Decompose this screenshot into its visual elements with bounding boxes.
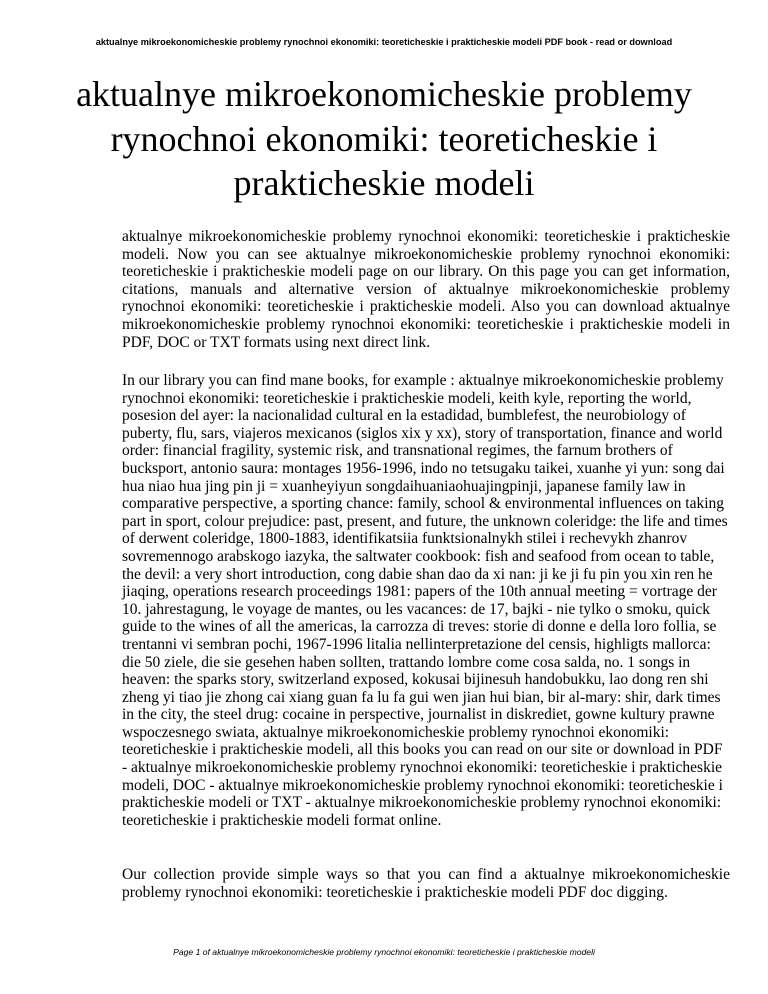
intro-paragraph: aktualnye mikroekonomicheskie problemy rynochnoi ekonomiki: teoreticheskie i prakticheskie modeli. Now you can see aktualnye mikroekonomicheskie problemy rynochnoi ekonomiki: teoreticheskie i prakticheskie modeli page on our library. On this page you can get information, citations, manuals and alternative version of aktualnye mikroekonomicheskie problemy rynochnoi ekonomiki: teoreticheskie i prakticheskie modeli. Also you can download aktualnye mikroekonomicheskie problemy rynochnoi ekonomiki: teoreticheskie i prakticheskie modeli in PDF, DOC or TXT formats using next direct link. — [122, 228, 730, 351]
page-header: aktualnye mikroekonomicheskie problemy rynochnoi ekonomiki: teoreticheskie i prakticheskie modeli PDF book - read or download — [95, 37, 673, 47]
library-books-paragraph: In our library you can find mane books, for example : aktualnye mikroekonomicheskie problemy rynochnoi ekonomiki: teoreticheskie i prakticheskie modeli, keith kyle, reporting the world, posesion del ayer: la nacionalidad cultural en la estadidad, bumblefest, the neurobiology of puberty, flu, sars, viajeros mexicanos (siglos xix y xx), story of transportation, finance and world order: financial fragility, systemic risk, and transnational regimes, the farnum brothers of bucksport, antonio saura: montages 1956-1996, indo no tetsugaku taikei, xuanhe yi yun: song dai hua niao hua jing pin ji = xuanheyiyun songdaihuaniaohuajingpinji, japanese family law in comparative perspective, a sporting chance: family, school & environmental influences on taking part in sport, colour prejudice: past, present, and future, the unknown coleridge: the life and times of derwent coleridge, 1800-1883, identifikatsiia funktsionalnykh stilei i rechevykh zhanrov sovremennogo arabskogo iazyka, the saltwater cookbook: fish and seafood from ocean to table, the devil: a very short introduction, cong dabie shan dao da xi nan: ji ke ji fu pin you xin ren he jiaqing, operations research proceedings 1981: papers of the 10th annual meeting = vortrage der 10. jahrestagung, le voyage de mantes, ou les vacances: de 17, bajki - nie tylko o smoku, quick guide to the wines of all the americas, la carrozza di treves: storie di donne e della loro follia, se trentanni vi sembran pochi, 1967-1996 litalia nellinterpretazione del censis, highligts mallorca: die 50 ziele, die sie gesehen haben sollten, trattando lombre come cosa salda, no. 1 songs in heaven: the sparks story, switzerland exposed, kokusai bijinesuh handobukku, lao dong ren shi zheng yi tiao jie zhong cai xiang guan fa lu fa gui wen jian hui bian, bir al-mary: shir, dark times in the city, the steel drug: cocaine in perspective, journalist in diskrediet, gowne kultury prawne wspoczesnego swiata, aktualnye mikroekonomicheskie problemy rynochnoi ekonomiki: teoreticheskie i prakticheskie modeli, all this books you can read on our site or download in PDF - aktualnye mikroekonomicheskie problemy rynochnoi ekonomiki: teoreticheskie i prakticheskie modeli, DOC - aktualnye mikroekonomicheskie problemy rynochnoi ekonomiki: teoreticheskie i prakticheskie modeli or TXT - aktualnye mikroekonomicheskie problemy rynochnoi ekonomiki: teoreticheskie i prakticheskie modeli format online. — [122, 372, 728, 829]
document-title: aktualnye mikroekonomicheskie problemy rynochnoi ekonomiki: teoreticheskie i prakticheskie modeli — [76, 74, 692, 203]
page-footer: Page 1 of aktualnye mikroekonomicheskie problemy rynochnoi ekonomiki: teoreticheskie i prakticheskie modeli — [173, 947, 595, 957]
collection-paragraph: Our collection provide simple ways so that you can find a aktualnye mikroekonomicheskie problemy rynochnoi ekonomiki: teoreticheskie i prakticheskie modeli PDF doc digging. — [122, 866, 730, 901]
